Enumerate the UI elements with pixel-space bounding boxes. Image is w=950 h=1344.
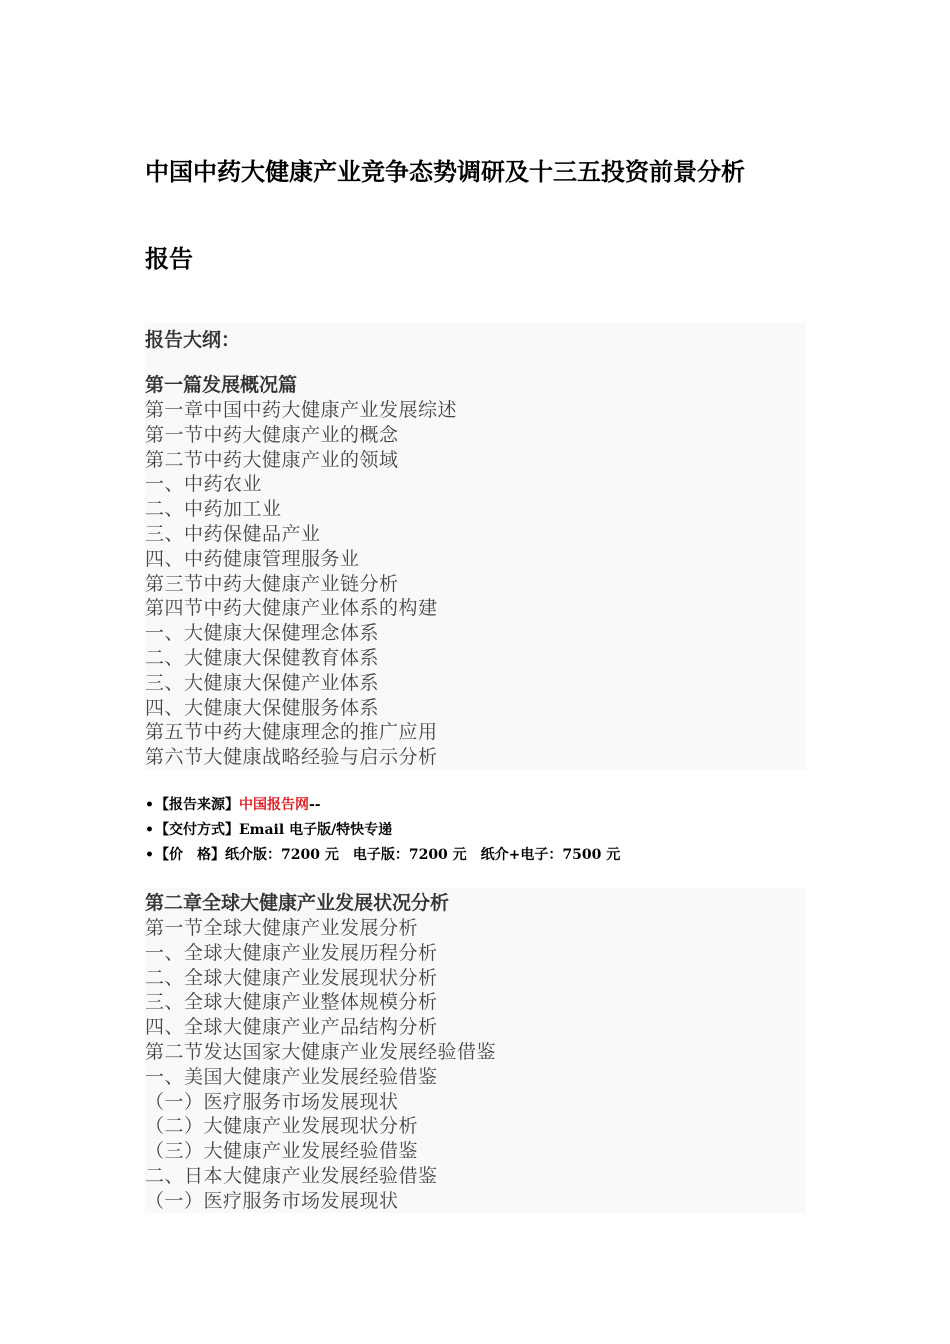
outline-block-chapter-2 [145,888,806,1213]
source-link[interactable]: 中国报告网 [239,797,309,813]
outline-item: 一、中药农业 [145,473,263,496]
outline-item: 四、中药健康管理服务业 [145,547,360,570]
part-1-heading: 第一篇发展概况篇 [145,374,298,396]
source-label: 【报告来源】 [155,797,239,813]
outline-item: 第六节大健康战略经验与启示分析 [145,746,438,769]
chapter-2-list [145,916,496,1214]
outline-item: 二、大健康大保健教育体系 [145,646,380,669]
outline-item: 三、中药保健品产业 [145,522,321,545]
outline-item: 第一节中药大健康产业的概念 [145,423,399,446]
outline-item: 三、大健康大保健产业体系 [145,671,380,694]
outline-item: 第三节中药大健康产业链分析 [145,572,399,595]
outline-item: 二、中药加工业 [145,498,282,521]
source-suffix: -- [309,797,321,813]
outline-item: 第二节发达国家大健康产业发展经验借鉴 [145,1040,497,1063]
chapter-1-list [145,398,457,770]
bullet: • [145,847,154,863]
outline-block-part-1 [145,323,806,770]
chapter-2-heading: 第二章全球大健康产业发展状况分析 [145,892,450,914]
outline-item: 第四节中药大健康产业体系的构建 [145,597,438,620]
outline-item: 第一章中国中药大健康产业发展综述 [145,399,458,421]
outline-item: 四、全球大健康产业产品结构分析 [145,1016,438,1039]
report-title-line-2: 报告 [145,245,193,273]
outline-item: 第一节全球大健康产业发展分析 [145,917,419,939]
outline-item: 一、大健康大保健理念体系 [145,622,380,645]
outline-item: （一）医疗服务市场发展现状 [145,1090,399,1113]
outline-label: 报告大纲： [145,329,241,351]
outline-item: 三、全球大健康产业整体规模分析 [145,991,438,1014]
report-source-line [145,795,620,820]
outline-item: （二）大健康产业发展现状分析 [145,1115,419,1138]
outline-item: 四、大健康大保健服务体系 [145,696,380,719]
outline-item: 二、全球大健康产业发展现状分析 [145,966,438,989]
outline-item: 二、日本大健康产业发展经验借鉴 [145,1164,438,1187]
outline-item: （一）医疗服务市场发展现状 [145,1189,399,1212]
outline-item: 一、全球大健康产业发展历程分析 [145,941,438,964]
outline-item: 第二节中药大健康产业的领域 [145,448,399,471]
delivery-text: 【交付方式】Email 电子版/特快专递 [155,822,393,838]
report-title-line-1: 中国中药大健康产业竞争态势调研及十三五投资前景分析 [145,158,745,186]
outline-item: 一、美国大健康产业发展经验借鉴 [145,1065,438,1088]
outline-item: （三）大健康产业发展经验借鉴 [145,1140,419,1163]
price-line [145,845,620,870]
outline-item: 第五节中药大健康理念的推广应用 [145,721,438,744]
bullet: • [145,822,154,838]
price-text: 【价 格】纸介版：7200 元 电子版：7200 元 纸介+电子：7500 元 [155,847,621,863]
delivery-line [145,820,620,845]
bullet: • [145,797,154,813]
report-info-list [145,795,620,870]
